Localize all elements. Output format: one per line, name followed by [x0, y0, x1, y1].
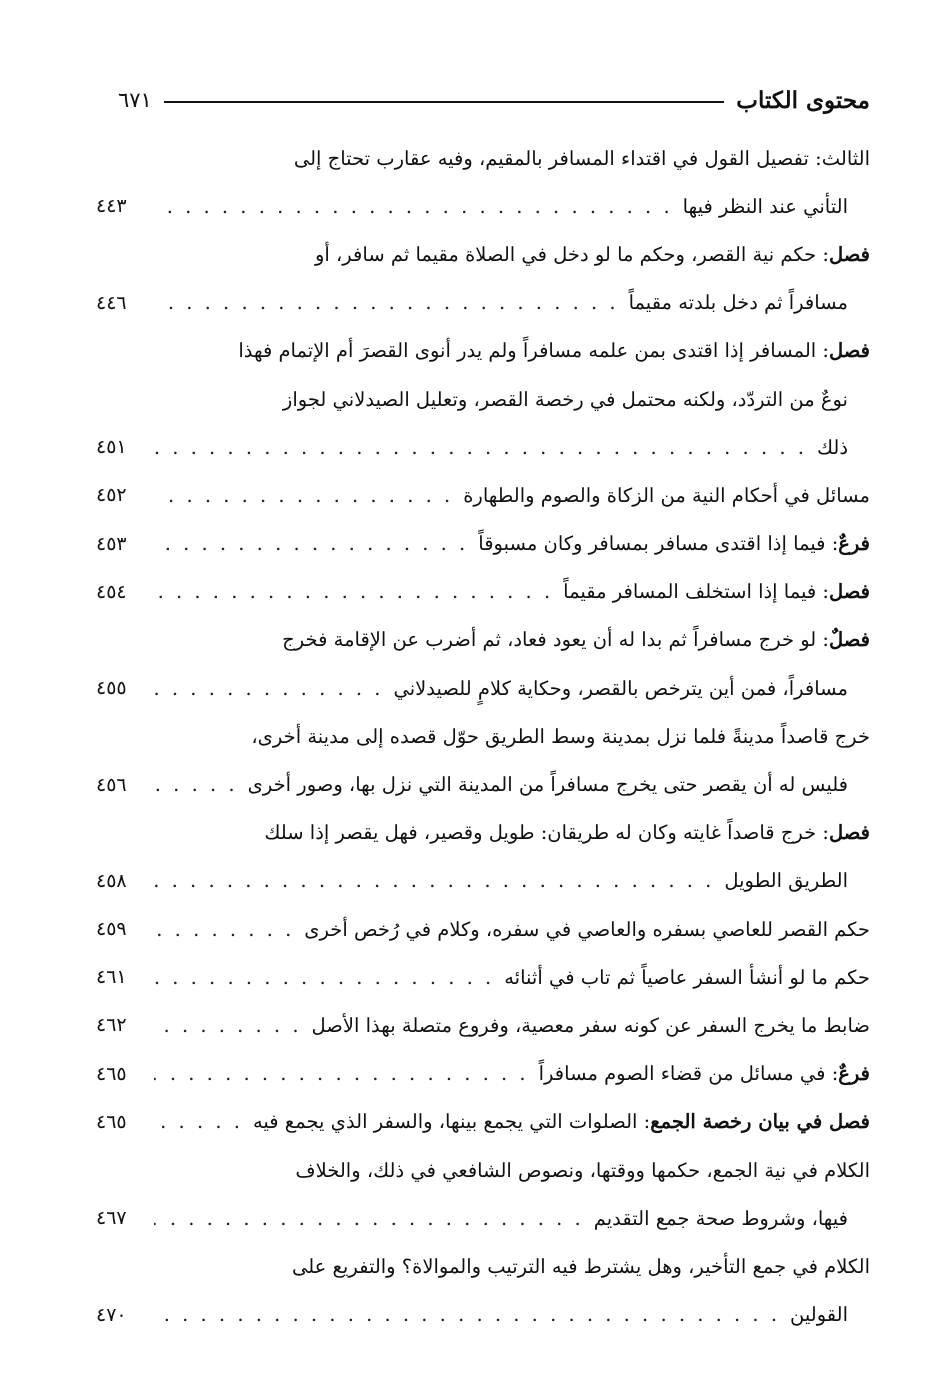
toc-entry-text: [594, 1207, 848, 1230]
running-header: [118, 80, 870, 120]
toc-entry-text: [629, 291, 848, 314]
toc-entry-keyword: فصل: [829, 821, 870, 845]
toc-entry-body: القولين: [790, 1303, 848, 1327]
toc-entry-text: [463, 484, 870, 507]
dot-leader: [154, 869, 714, 892]
toc-line: [96, 1291, 870, 1339]
toc-page-number: ٤٧٠: [96, 1303, 127, 1326]
toc-line: [96, 1098, 870, 1146]
toc-entry-text: [294, 147, 870, 170]
dot-leader: [154, 1062, 529, 1085]
toc-entry-body: حكم ما لو أنشأ السفر عاصياً ثم تاب في أثنائه: [504, 965, 870, 989]
toc-line: [96, 375, 870, 423]
toc-line: [96, 327, 870, 375]
toc-entry-text: [283, 388, 848, 411]
toc-page-number: ٤٦٥: [96, 1062, 127, 1085]
toc-entry-keyword: فرعٌ: [838, 532, 870, 556]
toc-entry-text: [295, 1159, 870, 1182]
toc-entry-text: [539, 1062, 870, 1085]
toc-entry-body: الكلام في جمع التأخير، وهل يشترط فيه الترتيب والموالاة؟ والتفريع على: [291, 1254, 870, 1278]
page-number: ٦٧١: [118, 88, 152, 112]
toc-entry-body: فيها، وشروط صحة جمع التقديم: [593, 1206, 848, 1230]
dot-leader: [154, 580, 553, 603]
toc-entry-keyword: فصل: [829, 580, 870, 604]
toc-entry-body: التأني عند النظر فيها: [682, 194, 848, 218]
toc-line: [96, 520, 870, 568]
toc-entry-text: [817, 436, 848, 459]
toc-entry-text: [504, 966, 870, 989]
toc-entry-body: : في مسائل من قضاء الصوم مسافراً: [538, 1062, 839, 1086]
dot-leader: [154, 532, 468, 555]
toc-page-number: ٤٦١: [96, 966, 127, 989]
toc-line: [96, 1001, 870, 1049]
toc-line: [96, 1194, 870, 1242]
toc-line: [96, 134, 870, 182]
toc-entry-text: [315, 243, 870, 266]
toc-line: [96, 1050, 870, 1098]
toc-entry-text: [393, 677, 848, 700]
toc-entry-body: الكلام في نية الجمع، حكمها ووقتها، ونصوص الشافعي في ذلك، والخلاف: [295, 1158, 870, 1182]
toc-entry-body: مسافراً، فمن أين يترخص بالقصر، وحكاية كلامٍ للصيدلاني: [393, 676, 848, 700]
toc-page-number: ٤٥١: [96, 436, 127, 459]
toc-entry-text: [292, 1255, 870, 1278]
toc-line: [96, 568, 870, 616]
toc-entry-text: [478, 532, 870, 555]
toc-line: [96, 905, 870, 953]
dot-leader: [154, 1303, 780, 1326]
dot-leader: [154, 291, 619, 314]
toc-line: [96, 423, 870, 471]
toc-page-number: ٤٦٢: [96, 1014, 127, 1037]
toc-entry-body: : فيما إذا اقتدى مسافر بمسافر وكان مسبوقاً: [478, 532, 839, 556]
dot-leader: [154, 773, 238, 796]
toc-entry-body: حكم القصر للعاصي بسفره والعاصي في سفره، وكلام في رُخص أخرى: [304, 917, 870, 941]
toc-line: [96, 1146, 870, 1194]
toc-entry-text: [563, 580, 870, 603]
toc-line: [96, 616, 870, 664]
toc-line: [96, 857, 870, 905]
toc-entry-text: [251, 725, 870, 748]
toc-page-number: ٤٥٤: [96, 580, 127, 603]
toc-entry-text: [282, 628, 870, 651]
toc-entry-body: : الصلوات التي يجمع بينها، والسفر الذي يجمع فيه: [252, 1110, 651, 1134]
toc-line: [96, 182, 870, 230]
toc-line: [96, 279, 870, 327]
toc-entry-keyword: فرعٌ: [838, 1062, 870, 1086]
toc-entry-text: [304, 918, 870, 941]
toc-page-number: ٤٦٧: [96, 1207, 127, 1230]
toc-line: [96, 230, 870, 278]
toc-entry-body: : خرج قاصداً غايته وكان له طريقان: طويل وقصير، فهل يقصر إذا سلك: [264, 821, 829, 845]
toc-page-number: ٤٥٨: [96, 869, 127, 892]
toc-entry-body: مسائل في أحكام النية من الزكاة والصوم والطهارة: [463, 483, 870, 507]
toc-page-number: ٤٥٩: [96, 918, 127, 941]
toc-entry-body: نوعٌ من التردّد، ولكنه محتمل في رخصة القصر، وتعليل الصيدلاني لجواز: [282, 387, 848, 411]
toc-entry-text: [790, 1303, 848, 1326]
running-title: محتوى الكتاب: [736, 86, 870, 114]
table-of-contents: [96, 134, 870, 1339]
toc-entry-text: [724, 869, 848, 892]
toc-entry-text: [312, 1014, 870, 1037]
toc-entry-body: ذلك: [816, 435, 848, 459]
toc-page-number: ٤٤٦: [96, 291, 127, 314]
toc-line: [96, 809, 870, 857]
toc-entry-body: الثالث: تفصيل القول في اقتداء المسافر بالمقيم، وفيه عقارب تحتاج إلى: [293, 146, 870, 170]
dot-leader: [154, 918, 294, 941]
toc-entry-keyword: فصل: [829, 339, 870, 363]
toc-entry-text: [683, 195, 848, 218]
toc-entry-text: [253, 1110, 870, 1133]
toc-page-number: ٤٥٣: [96, 532, 127, 555]
toc-entry-keyword: فصل في بيان رخصة الجمع: [650, 1110, 870, 1134]
toc-entry-body: : فيما إذا استخلف المسافر مقيماً: [563, 580, 829, 604]
toc-line: [96, 664, 870, 712]
toc-page-number: ٤٥٥: [96, 677, 127, 700]
dot-leader: [154, 484, 453, 507]
toc-entry-body: : المسافر إذا اقتدى بمن علمه مسافراً ولم يدر أنوى القصرَ أم الإتمام فهذا: [238, 339, 829, 363]
toc-entry-body: : لو خرج مسافراً ثم بدا له أن يعود فعاد، ثم أضرب عن الإقامة فخرج: [282, 628, 829, 652]
toc-line: [96, 712, 870, 760]
dot-leader: [154, 195, 673, 218]
dot-leader: [154, 677, 383, 700]
toc-line: [96, 471, 870, 519]
toc-page-number: ٤٥٦: [96, 773, 127, 796]
dot-leader: [154, 1207, 584, 1230]
toc-page-number: ٤٤٣: [96, 195, 127, 218]
toc-entry-text: [264, 821, 870, 844]
toc-entry-body: مسافراً ثم دخل بلدته مقيماً: [628, 291, 848, 315]
toc-page-number: ٤٥٢: [96, 484, 127, 507]
dot-leader: [154, 436, 807, 459]
toc-entry-body: : حكم نية القصر، وحكم ما لو دخل في الصلاة مقيما ثم سافر، أو: [314, 242, 829, 266]
toc-line: [96, 1242, 870, 1290]
toc-page-number: ٤٦٥: [96, 1110, 127, 1133]
toc-entry-text: [248, 773, 848, 796]
toc-entry-keyword: فصلٌ: [829, 628, 870, 652]
toc-line: [96, 760, 870, 808]
dot-leader: [154, 1110, 243, 1133]
toc-entry-text: [238, 339, 870, 362]
toc-entry-body: خرج قاصداً مدينةً فلما نزل بمدينة وسط الطريق حوّل قصده إلى مدينة أخرى،: [251, 724, 870, 748]
toc-line: [96, 953, 870, 1001]
toc-entry-keyword: فصل: [829, 242, 870, 266]
toc-entry-body: فليس له أن يقصر حتى يخرج مسافراً من المدينة التي نزل بها، وصور أخرى: [247, 773, 848, 797]
dot-leader: [154, 966, 494, 989]
toc-entry-body: ضابط ما يخرج السفر عن كونه سفر معصية، وفروع متصلة بهذا الأصل: [311, 1013, 870, 1037]
header-rule: [164, 101, 724, 103]
toc-entry-body: الطريق الطويل: [724, 869, 848, 893]
dot-leader: [154, 1014, 302, 1037]
